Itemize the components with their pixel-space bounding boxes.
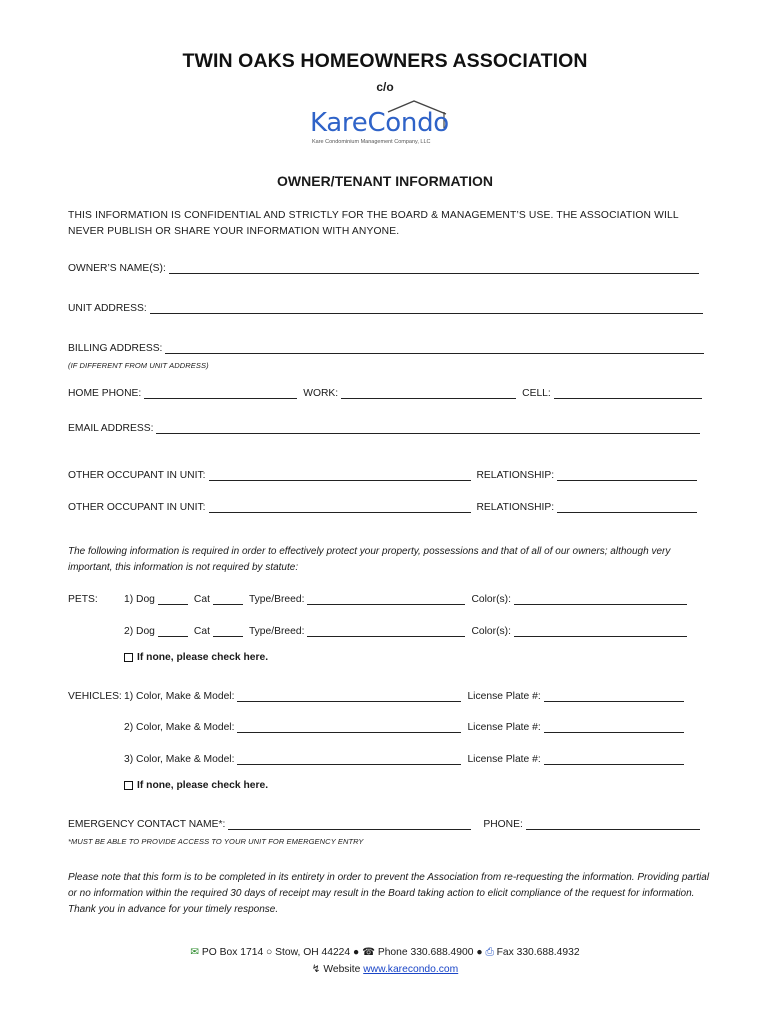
phones-row: [68, 388, 702, 399]
license-plate-label: License Plate #:: [467, 754, 541, 765]
relationship-label: RELATIONSHIP:: [476, 502, 555, 513]
occupant-field[interactable]: [209, 502, 471, 513]
type-breed-label: Type/Breed:: [248, 626, 305, 637]
license-plate-field[interactable]: [544, 754, 684, 765]
colors-label: Color(s):: [471, 594, 511, 605]
karecondo-logo: [300, 100, 470, 152]
emergency-contact-field[interactable]: [228, 819, 471, 830]
billing-address-label: BILLING ADDRESS:: [68, 343, 163, 354]
po-box: PO Box 1714: [201, 947, 264, 958]
emergency-contact-label: EMERGENCY CONTACT NAME*:: [68, 819, 226, 830]
license-plate-field[interactable]: [544, 722, 684, 733]
type-breed-label: Type/Breed:: [248, 594, 305, 605]
vehicle-model-label: 3) Color, Make & Model:: [124, 754, 235, 765]
license-plate-field[interactable]: [544, 691, 684, 702]
billing-address-field[interactable]: [165, 343, 704, 354]
unit-address-label: UNIT ADDRESS:: [68, 303, 147, 314]
mouse-icon: ↯: [311, 964, 321, 975]
work-phone-field[interactable]: [341, 388, 516, 399]
emergency-note: *MUST BE ABLE TO PROVIDE ACCESS TO YOUR UNIT FOR EMERGENCY ENTRY: [68, 837, 364, 846]
bullet-icon: ●: [476, 947, 483, 958]
cat-label: Cat: [193, 626, 210, 637]
cat-count-field[interactable]: [213, 594, 243, 605]
owners-name-row: [68, 263, 699, 274]
email-label: EMAIL ADDRESS:: [68, 423, 154, 434]
logo-subtitle: Kare Condominium Management Company, LLC: [312, 139, 431, 145]
colors-field[interactable]: [514, 594, 687, 605]
occupant-label: OTHER OCCUPANT IN UNIT:: [68, 470, 206, 481]
vehicle-row-3: [124, 754, 684, 765]
phone-number: Phone 330.688.4900: [377, 947, 474, 958]
dog-count-field[interactable]: [158, 626, 188, 637]
relationship-field[interactable]: [557, 502, 697, 513]
closing-note: Please note that this form is to be completed in its entirety in order to prevent the Association from re-requesting the information. Providing partial or no information within the required 30 days of receipt may result in the Board taking action to elicit compliance of the request for information. Thank you in advance for your timely response.: [68, 872, 710, 915]
section-title: OWNER/TENANT INFORMATION: [277, 173, 493, 189]
owners-name-label: OWNER’S NAME(S):: [68, 263, 166, 274]
home-phone-label: HOME PHONE:: [68, 388, 142, 399]
vehicle-model-field[interactable]: [237, 754, 461, 765]
occupant-row-1: [68, 470, 697, 481]
vehicles-label: VEHICLES:: [68, 691, 122, 702]
pets-label: PETS:: [68, 594, 98, 605]
footer-contact-line: [0, 946, 770, 959]
vehicle-row-1: [124, 691, 684, 702]
vehicle-model-label: 2) Color, Make & Model:: [124, 722, 235, 733]
no-vehicles-checkbox[interactable]: [124, 780, 268, 791]
city: Stow, OH 44224: [275, 947, 351, 958]
colors-field[interactable]: [514, 626, 687, 637]
work-phone-label: WORK:: [303, 388, 339, 399]
dog-label: 2) Dog: [124, 626, 155, 637]
fax-icon: ⎙: [485, 947, 494, 958]
vehicle-row-2: [124, 722, 684, 733]
colors-label: Color(s):: [471, 626, 511, 637]
unit-address-field[interactable]: [150, 303, 703, 314]
occupant-label: OTHER OCCUPANT IN UNIT:: [68, 502, 206, 513]
fax-number: Fax 330.688.4932: [496, 947, 580, 958]
pet-row-2: [124, 626, 687, 637]
logo-wordmark: KareCondo: [310, 108, 449, 138]
relationship-label: RELATIONSHIP:: [476, 470, 555, 481]
unit-address-row: [68, 303, 703, 314]
bullet-icon: ●: [353, 947, 360, 958]
cat-count-field[interactable]: [213, 626, 243, 637]
website-link[interactable]: www.karecondo.com: [363, 964, 459, 975]
no-vehicles-label: If none, please check here.: [137, 780, 269, 791]
footer-website-line: [0, 963, 770, 975]
association-title: TWIN OAKS HOMEOWNERS ASSOCIATION: [182, 50, 588, 72]
vehicle-model-field[interactable]: [237, 722, 461, 733]
email-row: [68, 423, 700, 434]
vehicle-model-field[interactable]: [237, 691, 461, 702]
checkbox-icon[interactable]: [124, 781, 133, 790]
owners-name-field[interactable]: [169, 263, 699, 274]
cat-label: Cat: [193, 594, 210, 605]
pet-row-1: [124, 594, 687, 605]
license-plate-label: License Plate #:: [467, 691, 541, 702]
care-of-label: c/o: [376, 80, 394, 94]
dog-label: 1) Dog: [124, 594, 155, 605]
checkbox-icon[interactable]: [124, 653, 133, 662]
dog-count-field[interactable]: [158, 594, 188, 605]
emergency-phone-label: PHONE:: [483, 819, 523, 830]
cell-phone-field[interactable]: [554, 388, 702, 399]
type-breed-field[interactable]: [307, 626, 465, 637]
vehicle-model-label: 1) Color, Make & Model:: [124, 691, 235, 702]
billing-address-note: (IF DIFFERENT FROM UNIT ADDRESS): [68, 361, 209, 370]
cell-phone-label: CELL:: [522, 388, 551, 399]
type-breed-field[interactable]: [307, 594, 465, 605]
emergency-phone-field[interactable]: [526, 819, 700, 830]
license-plate-label: License Plate #:: [467, 722, 541, 733]
required-info-note: The following information is required in order to effectively protect your property, possessions and that of all of our owners; although very important, this information is not required by statute:: [68, 546, 671, 573]
confidentiality-notice: THIS INFORMATION IS CONFIDENTIAL AND STRICTLY FOR THE BOARD & MANAGEMENT’S USE. THE ASSOCIATION WILL NEVER PUBLISH OR SHARE YOUR INFORMATION WITH ANYONE.: [68, 210, 679, 237]
relationship-field[interactable]: [557, 470, 697, 481]
envelope-icon: ✉: [190, 947, 200, 958]
telephone-icon: ☎: [362, 947, 375, 958]
no-pets-checkbox[interactable]: [124, 652, 268, 663]
no-pets-label: If none, please check here.: [137, 652, 269, 663]
website-label: Website: [323, 964, 361, 975]
emergency-contact-row: [68, 819, 700, 830]
home-phone-field[interactable]: [144, 388, 297, 399]
separator-icon: ○: [266, 947, 273, 958]
billing-address-row: [68, 343, 704, 354]
email-field[interactable]: [156, 423, 700, 434]
occupant-row-2: [68, 502, 697, 513]
occupant-field[interactable]: [209, 470, 471, 481]
